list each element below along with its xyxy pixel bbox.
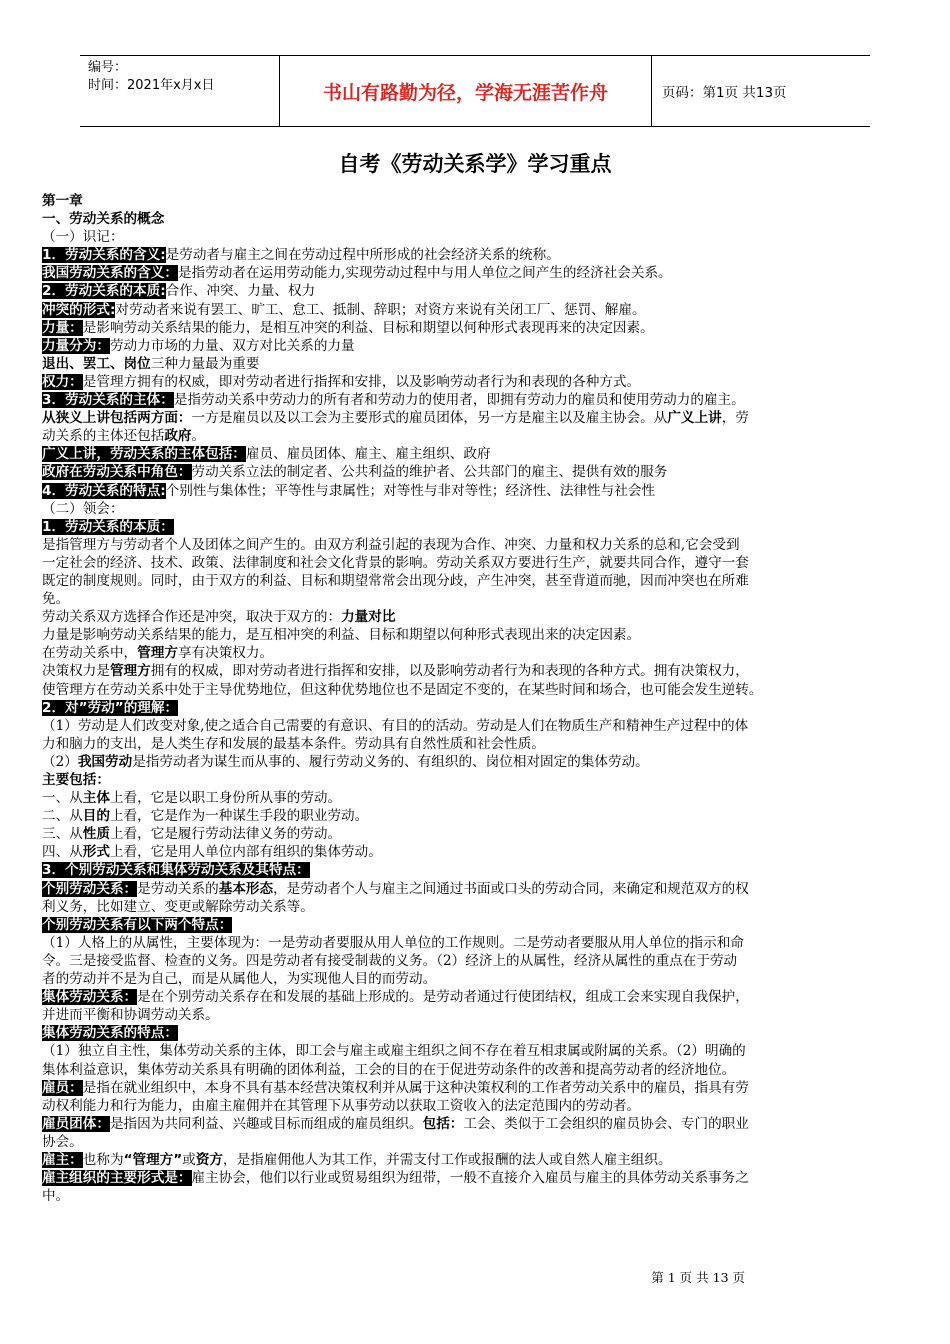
highlighted-term: 权力： bbox=[42, 373, 83, 390]
highlighted-term: 力量分为： bbox=[42, 337, 110, 354]
body-line bbox=[42, 880, 920, 898]
body-line bbox=[42, 771, 920, 789]
highlighted-term: 雇主组织的主要形式是： bbox=[42, 1170, 192, 1187]
text-span: 是管理方拥有的权威，即对劳动者进行指挥和安排，以及影响劳动者行为和表现的各种方式。 bbox=[82, 373, 641, 390]
text-span: 三种力量最为重要 bbox=[150, 355, 260, 372]
body-line bbox=[42, 626, 920, 644]
text-span: 或 bbox=[182, 1151, 196, 1168]
bold-text: 主体 bbox=[82, 790, 110, 807]
body-line bbox=[42, 1097, 920, 1115]
highlighted-term: 1．劳动关系的含义: bbox=[42, 247, 166, 264]
text-span: 免。 bbox=[42, 591, 70, 608]
body-line bbox=[42, 1187, 920, 1205]
body-line bbox=[42, 319, 920, 337]
text-span: 动关系的主体还包括 bbox=[42, 428, 165, 445]
text-span: 拥有的权威，即对劳动者进行指挥和安排，以及影响劳动者行为和表现的各种方式。拥有决策权力， bbox=[150, 663, 749, 680]
body-line bbox=[42, 301, 920, 319]
page-footer: 第 1 页 共 13 页 bbox=[651, 1270, 745, 1285]
text-span: 。 bbox=[191, 428, 206, 445]
document-title: 自考《劳动关系学》学习重点 bbox=[338, 152, 612, 176]
text-span: 力量是影响劳动关系结果的能力，是互相冲突的利益、目标和期望以何种形式表现出来的决定因素。 bbox=[42, 627, 641, 644]
bold-text: 主要包括： bbox=[42, 772, 110, 788]
text-span: 力和脑力的支出，是人类生存和发展的最基本条件。劳动具有自然性质和社会性质。 bbox=[42, 735, 545, 752]
highlighted-term: 广义上讲，劳动关系的主体包括： bbox=[42, 446, 246, 463]
body-line bbox=[42, 934, 920, 952]
body-line bbox=[42, 246, 920, 264]
text-span: 是指劳动者在运用劳动能力,实现劳动过程中与用人单位之间产生的经济社会关系。 bbox=[177, 265, 672, 282]
body-line bbox=[42, 898, 920, 916]
highlighted-term: 集体劳动关系的特点： bbox=[42, 1025, 178, 1042]
highlighted-term: 雇员： bbox=[42, 1079, 83, 1096]
body-line bbox=[42, 228, 920, 246]
text-span: 三、从 bbox=[42, 826, 83, 843]
body-line bbox=[42, 1024, 920, 1042]
text-span: 并进而平衡和协调劳动关系。 bbox=[42, 1007, 219, 1024]
body-line bbox=[42, 463, 920, 481]
highlighted-term: 雇主： bbox=[42, 1151, 83, 1168]
body-line bbox=[42, 681, 920, 699]
bold-text: 资方 bbox=[195, 1151, 223, 1168]
bold-text: “管理方” bbox=[123, 1151, 183, 1168]
bold-text: 性质 bbox=[82, 826, 110, 843]
body-line bbox=[42, 282, 920, 300]
body-line bbox=[42, 916, 920, 934]
text-span: 雇主协会，他们以行业或贸易组织为纽带，一般不直接介入雇员与雇主的具体劳动关系事务之 bbox=[191, 1170, 749, 1187]
text-span: 是在个别劳动关系存在和发展的基础上形成的。是劳动者通过行使团结权，组成工会来实现自我保护， bbox=[137, 989, 749, 1006]
body-line bbox=[42, 825, 920, 843]
text-span: 动权利能力和行为能力，由雇主雇佣并在其管理下从事劳动以获取工资收入的法定范围内的劳动者。 bbox=[42, 1097, 641, 1114]
text-span: 令。三是接受监督、检查的义务。四是劳动者有接受制裁的义务。（2）经济上的从属性，经济从属性的重点在于劳动 bbox=[42, 952, 738, 969]
body-line bbox=[42, 662, 920, 680]
body-line bbox=[42, 1115, 920, 1133]
body-line bbox=[42, 1061, 920, 1079]
bold-text: 管理方 bbox=[109, 663, 151, 680]
page-label: 页码：第1页 共13页 bbox=[662, 85, 787, 101]
highlighted-term: 冲突的形式: bbox=[42, 301, 116, 318]
highlighted-term: 个别劳动关系： bbox=[42, 880, 138, 897]
body-line bbox=[42, 536, 920, 554]
text-span: 劳动力市场的力量、双方对比关系的力量 bbox=[109, 337, 355, 354]
body-line bbox=[42, 554, 920, 572]
header-table bbox=[80, 55, 870, 127]
text-span: 中。 bbox=[42, 1188, 70, 1205]
text-span: 也称为 bbox=[82, 1151, 124, 1168]
highlighted-term: 我国劳动关系的含义： bbox=[42, 265, 178, 282]
body-line bbox=[42, 952, 920, 970]
body-line bbox=[42, 500, 920, 518]
text-span: （一）识记： bbox=[42, 229, 124, 246]
text-span: 上看，它是以职工身份所从事的劳动。 bbox=[109, 790, 342, 807]
text-span: 个别性与集体性；平等性与隶属性；对等性与非对等性；经济性、法律性与社会性 bbox=[165, 482, 656, 499]
highlighted-term: 雇员团体： bbox=[42, 1115, 110, 1132]
body-line bbox=[42, 337, 920, 355]
body-line bbox=[42, 518, 920, 536]
highlighted-term: 2．劳动关系的本质: bbox=[42, 283, 166, 300]
body-line bbox=[42, 699, 920, 717]
text-span: 是指劳动者为谋生而从事的、履行劳动义务的、有组织的、岗位相对固定的集体劳动。 bbox=[132, 753, 649, 770]
body-line bbox=[42, 427, 920, 445]
body-line bbox=[42, 1079, 920, 1097]
text-span: （2） bbox=[42, 753, 78, 770]
body-line bbox=[42, 1133, 920, 1151]
bold-text: 基本形态 bbox=[218, 880, 274, 897]
body-line bbox=[42, 482, 920, 500]
text-span: 者的劳动并不是为自己，而是从属他人，为实现他人目的而劳动。 bbox=[42, 971, 437, 988]
body-line bbox=[42, 210, 920, 228]
highlighted-term: 集体劳动关系： bbox=[42, 989, 138, 1006]
document-body bbox=[42, 192, 920, 1205]
body-line bbox=[42, 391, 920, 409]
highlighted-term: 3．劳动关系的主体： bbox=[42, 392, 174, 409]
body-line bbox=[42, 789, 920, 807]
text-span: 工会、类似于工会组织的雇员协会、专门的职业 bbox=[463, 1115, 749, 1132]
text-span: （1）劳动是人们改变对象,使之适合自己需要的有意识、有目的的活动。劳动是人们在物质生产和精神生产过程中的体 bbox=[42, 717, 749, 734]
text-span: 二、从 bbox=[42, 808, 83, 825]
body-line bbox=[42, 445, 920, 463]
bold-text: 我国劳动 bbox=[77, 753, 133, 770]
bold-text: 从狭义上讲包括两方面： bbox=[42, 410, 192, 427]
text-span: 是指劳动关系中劳动力的所有者和劳动力的使用者，即拥有劳动力的雇员和使用劳动力的雇主。 bbox=[173, 392, 745, 409]
text-span: 上看，它是作为一种谋生手段的职业劳动。 bbox=[109, 808, 369, 825]
text-span: 是指在就业组织中，本身不具有基本经营决策权利并从属于这种决策权利的工作者劳动关系中的雇员，指具有劳 bbox=[82, 1079, 749, 1096]
text-span: 上看，它是履行劳动法律义务的劳动。 bbox=[109, 826, 342, 843]
highlighted-term: 3．个别劳动关系和集体劳动关系及其特点： bbox=[42, 862, 310, 879]
body-line bbox=[42, 572, 920, 590]
body-line bbox=[42, 373, 920, 391]
text-span: 是指因为共同利益、兴趣或目标而组成的雇员组织。 bbox=[109, 1115, 423, 1132]
text-span: 上看，它是用人单位内部有组织的集体劳动。 bbox=[109, 844, 382, 861]
highlighted-term: 政府在劳动关系中角色： bbox=[42, 464, 192, 481]
body-line bbox=[42, 644, 920, 662]
text-span: 集体利益意识，集体劳动关系具有明确的团体利益，工会的目的在于促进劳动条件的改善和提高劳动者的经济地位。 bbox=[42, 1061, 736, 1078]
text-span: 利义务，比如建立、变更或解除劳动关系等。 bbox=[42, 898, 314, 915]
bold-text: 第一章 bbox=[42, 193, 83, 209]
text-span: （1）人格上的从属性，主要体现为：一是劳动者要服从用人单位的工作规则。二是劳动者要服从用人单位的指示和命 bbox=[42, 934, 744, 951]
highlighted-term: 1．劳动关系的本质： bbox=[42, 518, 174, 535]
text-span: 合作、冲突、力量、权力 bbox=[165, 283, 316, 300]
body-line bbox=[42, 807, 920, 825]
body-line bbox=[42, 608, 920, 626]
body-line bbox=[42, 1006, 920, 1024]
text-span: 使管理方在劳动关系中处于主导优势地位，但这种优势地位也不是固定不变的，在某些时间和场合，也可能会发生逆转。 bbox=[42, 681, 763, 698]
highlighted-term: 个别劳动关系有以下两个特点： bbox=[42, 916, 233, 933]
bold-text: 形式 bbox=[82, 844, 110, 861]
text-span: 一方是雇员以及以工会为主要形式的雇员团体，另一方是雇主以及雇主协会。从 bbox=[191, 410, 668, 427]
body-line bbox=[42, 970, 920, 988]
text-span: 雇员、雇员团体、雇主、雇主组织、政府 bbox=[245, 446, 491, 463]
bold-text: 退出、罢工、岗位 bbox=[42, 355, 151, 372]
body-line bbox=[42, 1151, 920, 1169]
text-span: 既定的制度规则。同时，由于双方的利益、目标和期望常常会出现分歧，产生冲突，甚至背道而驰，因而冲突也在所难 bbox=[42, 572, 749, 589]
bold-text: 政府 bbox=[164, 428, 192, 445]
text-span: 享有决策权力。 bbox=[177, 645, 274, 662]
text-span: 一、从 bbox=[42, 790, 83, 807]
body-line bbox=[42, 590, 920, 608]
text-span: 一定社会的经济、技术、政策、法律制度和社会文化背景的影响。劳动关系双方要进行生产，就要共同合作，遵守一套 bbox=[42, 554, 749, 571]
body-line bbox=[42, 264, 920, 282]
body-line bbox=[42, 409, 920, 427]
highlighted-term: 4．劳动关系的特点: bbox=[42, 482, 166, 499]
text-span: 是劳动关系的 bbox=[137, 880, 219, 897]
text-span: 对劳动者来说有罢工、旷工、怠工、抵制、辞职；对资方来说有关闭工厂、惩罚、解雇。 bbox=[115, 301, 646, 318]
text-span: 是劳动者与雇主之间在劳动过程中所形成的社会经济关系的统称。 bbox=[165, 247, 560, 264]
text-span: 四、从 bbox=[42, 844, 83, 861]
body-line bbox=[42, 355, 920, 373]
header-left-cell bbox=[80, 56, 280, 126]
number-label: 编号： bbox=[88, 60, 128, 75]
body-line bbox=[42, 717, 920, 735]
text-span: ，是劳动者个人与雇主之间通过书面或口头的劳动合同，来确定和规范双方的权 bbox=[273, 880, 749, 897]
highlighted-term: 2．对”劳动”的理解： bbox=[42, 699, 179, 716]
bold-text: 力量对比 bbox=[341, 609, 396, 626]
body-line bbox=[42, 861, 920, 879]
text-span: ，劳 bbox=[721, 410, 749, 427]
motto: 书山有路勤为径，学海无涯苦作舟 bbox=[280, 56, 652, 126]
text-span: 劳动关系双方选择合作还是冲突，取决于双方的： bbox=[42, 609, 342, 626]
bold-text: 一、劳动关系的概念 bbox=[42, 211, 165, 228]
body-line bbox=[42, 192, 920, 210]
bold-text: 目的 bbox=[82, 808, 110, 825]
body-line bbox=[42, 1042, 920, 1060]
text-span: 劳动关系立法的制定者、公共利益的维护者、公共部门的雇主、提供有效的服务 bbox=[191, 464, 668, 481]
body-line bbox=[42, 735, 920, 753]
body-line bbox=[42, 988, 920, 1006]
text-span: 是影响劳动关系结果的能力，是相互冲突的利益、目标和期望以何种形式表现再来的决定因素。 bbox=[82, 319, 654, 336]
bold-text: 包括： bbox=[422, 1115, 464, 1132]
bold-text: 广义上讲 bbox=[667, 410, 722, 427]
text-span: 决策权力是 bbox=[42, 663, 110, 680]
bold-text: 管理方 bbox=[137, 645, 178, 662]
text-span: 是指管理方与劳动者个人及团体之间产生的。由双方利益引起的表现为合作、冲突、力量和权力关系的总和,它会受到 bbox=[42, 536, 740, 553]
highlighted-term: 力量： bbox=[42, 319, 83, 336]
body-line bbox=[42, 1169, 920, 1187]
text-span: 在劳动关系中， bbox=[42, 645, 138, 662]
body-line bbox=[42, 843, 920, 861]
text-span: （1）独立自主性，集体劳动关系的主体，即工会与雇主或雇主组织之间不存在着互相隶属或附属的关系。（2）明确的 bbox=[42, 1043, 746, 1060]
body-line bbox=[42, 753, 920, 771]
time-label: 时间：2021年x月x日 bbox=[88, 78, 215, 93]
text-span: 协会。 bbox=[42, 1133, 83, 1150]
text-span: （二）领会： bbox=[42, 500, 124, 517]
text-span: ，是指雇佣他人为其工作，并需支付工作或报酬的法人或自然人雇主组织。 bbox=[223, 1151, 672, 1168]
